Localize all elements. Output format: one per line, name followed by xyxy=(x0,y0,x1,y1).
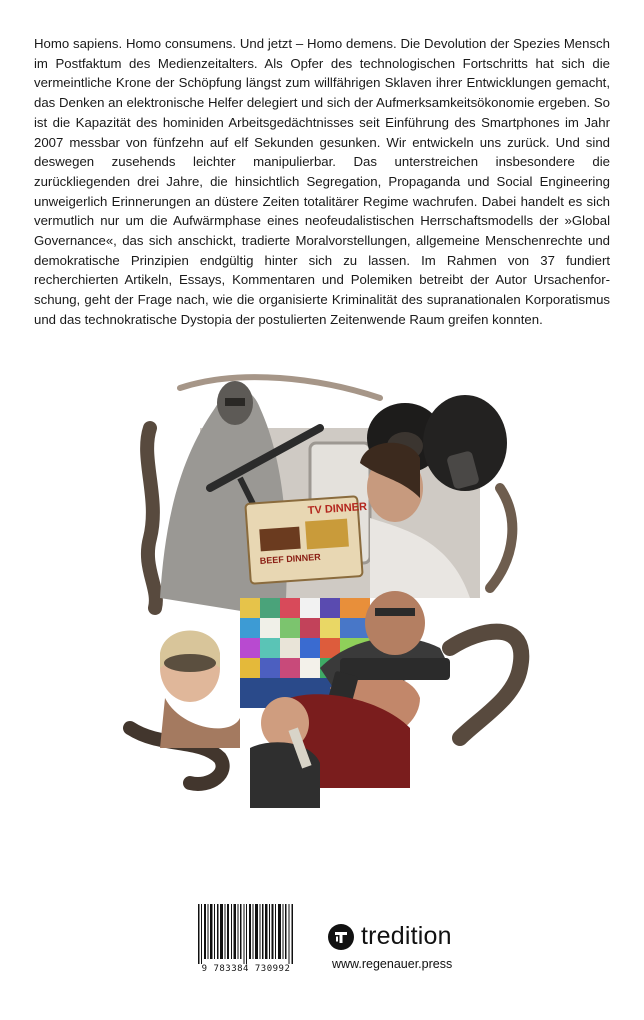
tv-dinner-label: TV DINNER xyxy=(307,500,368,517)
tredition-icon xyxy=(328,924,354,950)
collage-graphic xyxy=(120,368,540,808)
publisher-website: www.regenauer.press xyxy=(332,957,453,971)
barcode-bars xyxy=(196,904,296,964)
publisher-logo xyxy=(328,922,452,951)
back-cover-blurb: Homo sapiens. Homo consumens. Und jetzt – Homo demens. Die Devolution der Spezies Mensch im Postfaktum des Medienzeitalters. Als Opfer des technologischen Fortschritts hat sich die vermeintliche Krone der Schöpfung längst zum willfährigen Sklaven ihrer Entwicklungen gemacht, das Denken an elektronische Helfer delegiert und sich der Aufmerksamkeitsökonomie ergeben. So ist die Kapazität des hominiden Arbeitsgedächtnisses seit Einführung des Smartphones im Jahr 2007 messbar von fünfzehn auf elf Sekunden gesunken. Wir entwickeln uns zurück. Und sind deswegen zusehends leichter manipulierbar. Das unterstreichen insbesondere die zurückliegenden drei Jahre, die hinsichtlich Segregation, Propaganda und Social Engineering unweigerlich Erinnerungen an düstere Zeiten totalitärer Regime wachrufen. Dabei handelt es sich vermutlich nur um die Aufwärmphase eines neofeudalistischen Herrschaftsmodells der »Global Governance«, das sich anschickt, tradierte Moralvorstellungen, allgemeine Menschenrechte und demokratische Prinzipien endgültig hinter sich zu lassen. Im Rahmen von 37 fundiert recherchierten Artikeln, Essays, Kommentaren und Polemiken betreibt der Autor Ursachenforschung, geht der Frage nach, wie die organisierte Kriminalität des supranationalen Korporatismus und das technokratische Dystopia der postulierten Zeitenwende Raum greifen konnten. xyxy=(34,36,610,327)
collage-illustration xyxy=(120,368,540,808)
publisher-name: tredition xyxy=(361,922,452,950)
tv-dinner-sub: BEEF DINNER xyxy=(259,551,322,566)
isbn-number: 9 783384 730992 xyxy=(201,964,291,974)
